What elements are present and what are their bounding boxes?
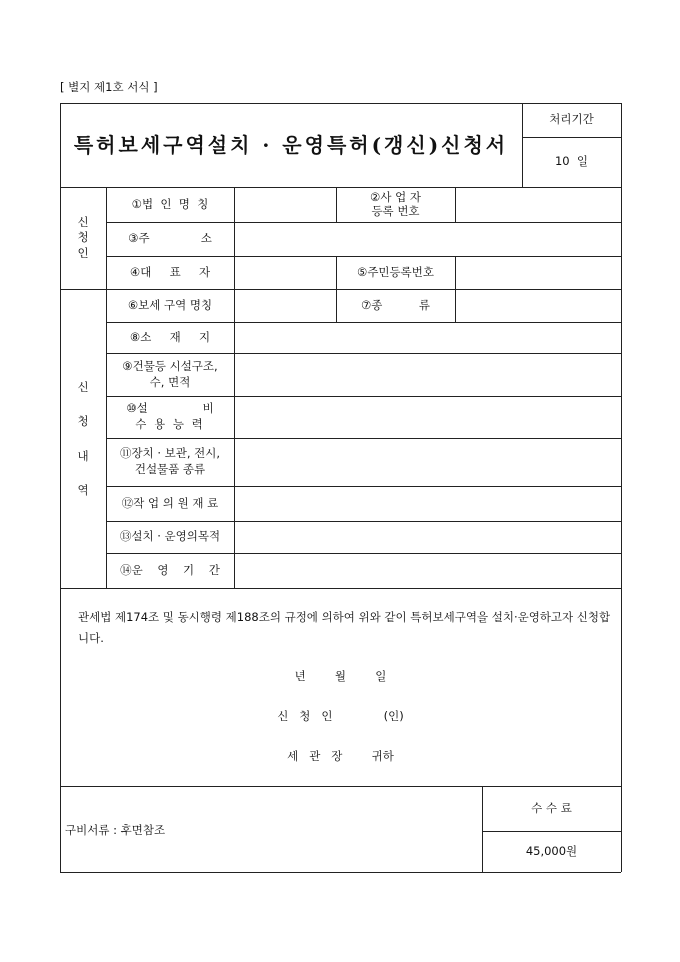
label-materials: ⑫작 업 의 원 재 료 <box>121 495 219 510</box>
label-resident-no: ⑤주민등록번호 <box>357 264 434 279</box>
label-equipment: ⑪장치 · 보관, 전시, 건설물품 종류 <box>119 446 221 476</box>
field-kind[interactable] <box>455 289 621 322</box>
field-corp-name[interactable] <box>234 187 336 222</box>
label-building: ⑨건물등 시설구조, 수, 면적 <box>122 358 218 389</box>
label-address: ③주 소 <box>128 231 212 246</box>
label-biz-reg-no: ②사 업 자 등록 번호 <box>370 189 421 218</box>
border-right <box>621 103 622 872</box>
fee-label: 수 수 료 <box>531 800 572 815</box>
required-documents: 구비서류 : 후면참조 <box>65 823 166 837</box>
label-corp-name: ①법 인 명 칭 <box>131 196 209 211</box>
label-purpose: ⑬설치 · 운영의목적 <box>119 529 221 544</box>
request-side-label: 신 청 내 역 <box>77 379 89 497</box>
fee-value: 45,000원 <box>525 843 578 858</box>
declaration-applicant-sign: 신 청 인 (인) <box>277 709 404 724</box>
field-building[interactable] <box>234 353 621 396</box>
field-purpose[interactable] <box>234 521 621 553</box>
label-facility-capacity: ⑩설 비 수 용 능 력 <box>126 401 214 431</box>
declaration-recipient: 세 관 장 귀하 <box>287 749 394 764</box>
field-address[interactable] <box>234 222 621 256</box>
field-equipment[interactable] <box>234 438 621 486</box>
label-kind: ⑦종 류 <box>360 297 431 312</box>
field-materials[interactable] <box>234 486 621 521</box>
declaration-text: 관세법 제174조 및 동시행령 제188조의 규정에 의하여 위와 같이 특허보세구역을 설치·운영하고자 신청합니다. <box>78 610 611 645</box>
form-tag: [ 별지 제1호 서식 ] <box>60 80 158 94</box>
field-location[interactable] <box>234 322 621 353</box>
border-bottom <box>60 872 621 873</box>
processing-period-label: 처리기간 <box>549 112 594 127</box>
field-resident-no[interactable] <box>455 256 621 289</box>
label-representative: ④대 표 자 <box>129 264 211 279</box>
label-period: ⑭운 영 기 간 <box>120 562 220 577</box>
label-area-name: ⑥보세 구역 명칭 <box>127 297 213 312</box>
field-biz-reg-no[interactable] <box>455 187 621 222</box>
field-representative[interactable] <box>234 256 336 289</box>
label-location: ⑧소 재 지 <box>129 329 211 344</box>
applicant-side-label: 신 청 인 <box>77 214 89 260</box>
field-facility-capacity[interactable] <box>234 396 621 438</box>
field-area-name[interactable] <box>234 289 336 322</box>
field-period[interactable] <box>234 553 621 588</box>
processing-period-value: 10 일 <box>554 154 589 169</box>
declaration-date: 년 월 일 <box>294 669 387 684</box>
form-title: 특허보세구역설치 · 운영특허(갱신)신청서 <box>73 132 509 157</box>
